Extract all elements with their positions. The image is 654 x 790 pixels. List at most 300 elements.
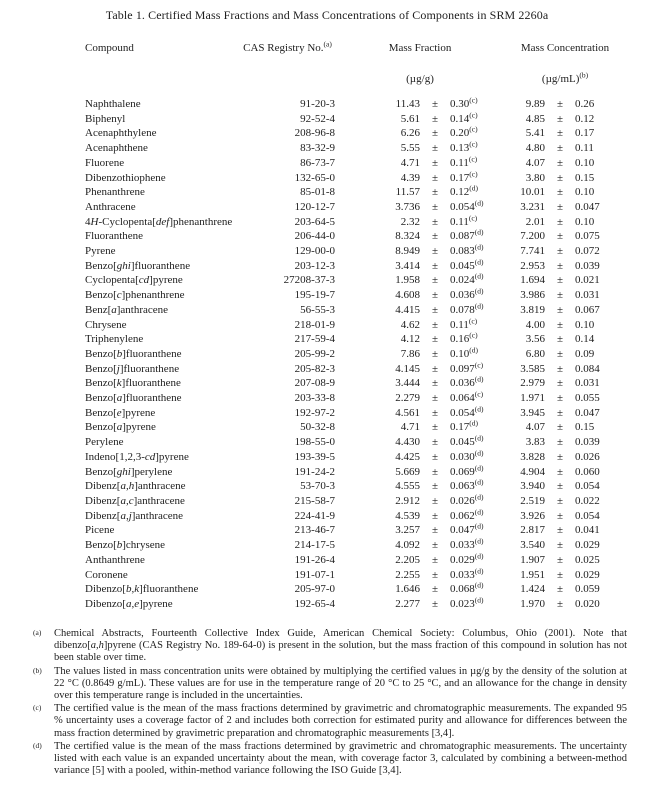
mass-concentration-uncertainty: 0.10 — [575, 318, 595, 331]
mass-concentration-value: 10.01 — [520, 186, 546, 199]
mass-concentration-value: 3.945 — [520, 406, 546, 419]
mass-fraction-uncertainty-value: 0.030 — [450, 450, 475, 463]
mass-concentration-uncertainty: 0.054 — [575, 509, 600, 522]
table-row — [85, 97, 625, 112]
mass-fraction-value: 8.949 — [395, 245, 420, 258]
cas-cell: 191-24-2 — [294, 465, 335, 478]
data-table — [85, 36, 625, 612]
mass-fraction-value: 6.26 — [400, 127, 420, 140]
mass-fraction-value: 7.86 — [400, 347, 420, 360]
compound-cell: Benzo[ghi]fluoranthene — [85, 259, 191, 272]
mass-concentration-uncertainty: 0.029 — [575, 539, 600, 552]
plus-minus-sign: ± — [556, 392, 564, 405]
footnote-ref: (d) — [474, 551, 484, 561]
mass-concentration-uncertainty: 0.09 — [575, 347, 595, 360]
mass-fraction-value: 8.324 — [395, 230, 420, 243]
compound-cell: Benzo[j]fluoranthene — [85, 362, 180, 375]
mass-fraction-uncertainty-value: 0.078 — [450, 303, 475, 316]
plus-minus-sign: ± — [431, 318, 439, 331]
mass-concentration-uncertainty: 0.054 — [575, 480, 600, 493]
table-row — [85, 156, 625, 171]
plus-minus-sign: ± — [431, 421, 439, 434]
plus-minus-sign: ± — [556, 406, 564, 419]
mass-fraction-value: 5.55 — [400, 142, 420, 155]
table-row — [85, 200, 625, 215]
mass-concentration-uncertainty: 0.15 — [575, 421, 595, 434]
mass-fraction-uncertainty-value: 0.062 — [450, 509, 475, 522]
mass-fraction-uncertainty-value: 0.036 — [450, 289, 475, 302]
plus-minus-sign: ± — [556, 597, 564, 610]
compound-cell: Perylene — [85, 436, 124, 449]
mass-fraction-uncertainty-value: 0.11 — [450, 156, 469, 169]
compound-cell: 4H-Cyclopenta[def]phenanthrene — [85, 215, 233, 228]
mass-concentration-uncertainty: 0.047 — [575, 406, 600, 419]
plus-minus-sign: ± — [431, 245, 439, 258]
spacer-cell — [240, 66, 335, 97]
plus-minus-sign: ± — [431, 362, 439, 375]
mass-concentration-value: 2.953 — [520, 259, 546, 272]
footnote-ref: (d) — [469, 183, 478, 193]
mass-fraction-uncertainty-value: 0.11 — [450, 215, 469, 228]
mass-fraction-uncertainty — [450, 141, 505, 156]
mass-concentration-value: 2.519 — [520, 494, 546, 507]
footnote — [33, 703, 627, 740]
compound-cell: Benzo[b]chrysene — [85, 539, 166, 552]
header-cas-footnote-ref: (a) — [323, 39, 332, 49]
footnote-ref: (c) — [469, 124, 478, 134]
mass-fraction-value: 2.32 — [400, 215, 420, 228]
plus-minus-sign: ± — [431, 553, 439, 566]
mass-fraction-uncertainty-value: 0.033 — [450, 539, 475, 552]
mass-concentration-uncertainty: 0.072 — [575, 245, 600, 258]
mass-concentration-value: 4.00 — [525, 318, 546, 331]
cas-cell: 120-12-7 — [294, 200, 335, 213]
cas-cell: 91-20-3 — [300, 98, 335, 110]
mass-fraction-value: 4.539 — [395, 509, 420, 522]
compound-cell: Dibenzo[a,e]pyrene — [85, 597, 173, 610]
compound-cell: Benzo[b]fluoranthene — [85, 347, 182, 360]
cas-cell: 129-00-0 — [294, 245, 335, 258]
footnote-marker: (b) — [33, 665, 42, 675]
footnote-ref: (d) — [474, 595, 484, 605]
cas-cell: 206-44-0 — [294, 230, 335, 243]
plus-minus-sign: ± — [431, 347, 439, 360]
plus-minus-sign: ± — [556, 142, 564, 155]
plus-minus-sign: ± — [431, 597, 439, 610]
mass-fraction-value: 11.57 — [395, 186, 420, 199]
plus-minus-sign: ± — [431, 274, 439, 287]
footnote-ref: (d) — [474, 536, 484, 546]
plus-minus-sign: ± — [556, 553, 564, 566]
header-mass-fraction: Mass Fraction — [388, 42, 452, 54]
mass-concentration-value: 1.971 — [520, 392, 546, 405]
plus-minus-sign: ± — [431, 215, 439, 228]
mass-fraction-uncertainty — [450, 200, 505, 215]
cas-cell: 92-52-4 — [300, 112, 335, 125]
footnote — [33, 666, 627, 703]
footnote-text: The values listed in mass concentration units were obtained by multiplying the certified values in µg/g by the density of the solution at 22 °C (0.8649 g/mL). These values are for use in the temperature range of 20 °C to 25 °C, and an allowance for the change in density over this temperature range is included in the uncertainties. — [54, 665, 627, 702]
footnote — [33, 741, 627, 778]
table-row — [85, 215, 625, 230]
table-row — [85, 523, 625, 538]
compound-cell: Benzo[a]pyrene — [85, 421, 156, 434]
mass-fraction-uncertainty-value: 0.026 — [450, 494, 475, 507]
plus-minus-sign: ± — [431, 494, 439, 507]
mass-fraction-value: 4.561 — [395, 406, 420, 419]
footnote-ref: (d) — [474, 492, 484, 502]
plus-minus-sign: ± — [431, 524, 439, 537]
cas-cell: 207-08-9 — [294, 377, 335, 390]
plus-minus-sign: ± — [556, 200, 564, 213]
mass-concentration-value: 2.979 — [520, 377, 546, 390]
table-body — [85, 97, 625, 612]
compound-cell: Pyrene — [85, 245, 116, 258]
table-row — [85, 126, 625, 141]
unit-mass-fraction: (µg/g) — [406, 73, 434, 85]
table-row — [85, 318, 625, 333]
compound-cell: Anthanthrene — [85, 553, 145, 566]
mass-concentration-value: 3.83 — [525, 436, 546, 449]
footnote-ref: (d) — [474, 580, 484, 590]
footnote-ref: (d) — [474, 477, 484, 487]
footnote-ref: (c) — [469, 110, 478, 120]
mass-fraction-value: 5.669 — [395, 465, 420, 478]
cas-cell: 205-82-3 — [294, 362, 335, 375]
mass-concentration-value: 2.817 — [520, 524, 546, 537]
mass-fraction-value: 11.43 — [395, 98, 420, 110]
plus-minus-sign: ± — [431, 465, 439, 478]
mass-fraction-value: 4.12 — [400, 333, 420, 346]
plus-minus-sign: ± — [556, 112, 564, 125]
table-row — [85, 406, 625, 421]
mass-concentration-value: 4.904 — [520, 465, 546, 478]
cas-cell: 214-17-5 — [294, 539, 335, 552]
plus-minus-sign: ± — [556, 377, 564, 390]
plus-minus-sign: ± — [556, 245, 564, 258]
footnote-ref: (c) — [474, 360, 484, 369]
header-cas-label: CAS Registry No. — [243, 42, 324, 54]
footnote-ref: (c) — [468, 212, 478, 222]
mass-concentration-value: 1.907 — [520, 553, 546, 566]
footnote-text: The certified value is the mean of the mass fractions determined by gravimetric and chromatographic measurements. The uncertainty listed with each value is an expanded uncertainty about the mean, with coverage factor 3, calculated by combining a between-method variance [5] with a pooled, within-method variance following the ISO Guide [3,4]. — [54, 740, 627, 777]
unit-mass-concentration-footnote-ref: (b) — [579, 70, 589, 80]
table-row — [85, 229, 625, 244]
mass-concentration-value: 4.07 — [525, 421, 546, 434]
compound-cell: Dibenzo[b,k]fluoranthene — [85, 583, 199, 596]
table-row — [85, 553, 625, 568]
plus-minus-sign: ± — [431, 230, 439, 243]
footnote-ref: (d) — [474, 257, 484, 267]
cas-cell: 203-33-8 — [294, 392, 335, 405]
cas-cell: 213-46-7 — [294, 524, 335, 537]
plus-minus-sign: ± — [431, 333, 439, 346]
plus-minus-sign: ± — [556, 127, 564, 140]
mass-fraction-value: 2.205 — [395, 553, 420, 566]
plus-minus-sign: ± — [431, 156, 439, 169]
mass-concentration-uncertainty: 0.031 — [575, 289, 600, 302]
plus-minus-sign: ± — [556, 259, 564, 272]
unit-mass-concentration-label: (µg/mL) — [541, 73, 580, 85]
mass-fraction-value: 4.71 — [400, 421, 420, 434]
mass-fraction-uncertainty-value: 0.14 — [450, 112, 470, 125]
mass-fraction-value: 4.145 — [395, 362, 420, 375]
compound-cell: Fluorene — [85, 156, 125, 169]
plus-minus-sign: ± — [556, 171, 564, 184]
cas-cell: 203-12-3 — [294, 259, 335, 272]
footnote-ref: (d) — [474, 242, 484, 252]
footnote-ref: (c) — [469, 139, 478, 149]
mass-concentration-uncertainty: 0.025 — [575, 553, 600, 566]
mass-fraction-uncertainty-value: 0.12 — [450, 186, 470, 199]
cas-cell: 198-55-0 — [294, 436, 335, 449]
mass-fraction-uncertainty-value: 0.063 — [450, 480, 475, 493]
mass-concentration-value: 9.89 — [525, 98, 546, 110]
header-compound: Compound — [85, 42, 134, 54]
mass-concentration-uncertainty: 0.059 — [575, 583, 600, 596]
cas-cell: 217-59-4 — [294, 333, 335, 346]
mass-fraction-uncertainty-value: 0.17 — [450, 421, 470, 434]
cas-cell: 191-07-1 — [294, 568, 335, 581]
cas-cell: 132-65-0 — [294, 171, 335, 184]
mass-fraction-uncertainty-value: 0.083 — [450, 245, 475, 258]
plus-minus-sign: ± — [556, 333, 564, 346]
mass-concentration-value: 5.41 — [525, 127, 546, 140]
cas-cell: 208-96-8 — [294, 127, 335, 140]
table-row — [85, 288, 625, 303]
mass-concentration-uncertainty: 0.047 — [575, 200, 600, 213]
plus-minus-sign: ± — [556, 289, 564, 302]
footnote-ref: (d) — [474, 198, 484, 208]
mass-fraction-uncertainty-value: 0.064 — [450, 392, 475, 405]
mass-fraction-value: 3.257 — [395, 524, 420, 537]
mass-fraction-value: 1.958 — [395, 274, 420, 287]
plus-minus-sign: ± — [556, 539, 564, 552]
footnote-marker: (c) — [33, 703, 42, 713]
mass-concentration-uncertainty: 0.15 — [575, 171, 595, 184]
mass-concentration-uncertainty: 0.021 — [575, 274, 600, 287]
compound-cell: Dibenz[a,c]anthracene — [85, 494, 185, 507]
plus-minus-sign: ± — [431, 200, 439, 213]
mass-concentration-value: 1.970 — [520, 597, 546, 610]
mass-concentration-value: 7.200 — [520, 230, 546, 243]
cas-cell: 195-19-7 — [294, 289, 335, 302]
mass-fraction-uncertainty-value: 0.11 — [450, 318, 469, 331]
cas-cell: 205-97-0 — [294, 583, 335, 596]
table-row — [85, 171, 625, 186]
mass-concentration-uncertainty: 0.041 — [575, 524, 600, 537]
mass-concentration-value: 6.80 — [525, 347, 546, 360]
footnote-ref: (d) — [474, 227, 484, 237]
compound-cell: Coronene — [85, 568, 128, 581]
mass-concentration-value: 3.540 — [520, 539, 546, 552]
mass-fraction-value: 4.39 — [400, 171, 420, 184]
mass-fraction-uncertainty-value: 0.045 — [450, 259, 475, 272]
compound-cell: Dibenzothiophene — [85, 171, 166, 184]
compound-cell: Dibenz[a,h]anthracene — [85, 480, 186, 493]
table-row — [85, 112, 625, 127]
cas-cell: 191-26-4 — [294, 553, 335, 566]
spacer-cell — [85, 66, 240, 97]
mass-fraction-uncertainty-value: 0.068 — [450, 583, 475, 596]
footnote-ref: (d) — [474, 286, 484, 296]
mass-concentration-uncertainty: 0.10 — [575, 156, 595, 169]
plus-minus-sign: ± — [431, 377, 439, 390]
footnote-ref: (d) — [474, 301, 484, 311]
compound-cell: Benzo[c]phenanthrene — [85, 289, 185, 302]
plus-minus-sign: ± — [556, 156, 564, 169]
plus-minus-sign: ± — [556, 186, 564, 199]
compound-cell: Picene — [85, 524, 115, 537]
mass-concentration-uncertainty: 0.039 — [575, 259, 600, 272]
mass-fraction-value: 4.415 — [395, 303, 420, 316]
plus-minus-sign: ± — [431, 406, 439, 419]
footnote-ref: (d) — [474, 448, 484, 458]
footnote-ref: (c) — [468, 315, 478, 325]
plus-minus-sign: ± — [556, 318, 564, 331]
compound-cell: Benz[a]anthracene — [85, 303, 169, 316]
mass-concentration-uncertainty: 0.020 — [575, 597, 600, 610]
mass-fraction-uncertainty-value: 0.054 — [450, 200, 475, 213]
mass-fraction-value: 2.255 — [395, 568, 420, 581]
plus-minus-sign: ± — [431, 142, 439, 155]
plus-minus-sign: ± — [431, 112, 439, 125]
table-row — [85, 185, 625, 200]
compound-cell: Phenanthrene — [85, 186, 145, 199]
plus-minus-sign: ± — [556, 450, 564, 463]
plus-minus-sign: ± — [431, 303, 439, 316]
mass-fraction-value: 2.912 — [395, 494, 420, 507]
footnote-ref: (d) — [474, 433, 484, 443]
mass-concentration-uncertainty: 0.26 — [575, 98, 595, 110]
cas-cell: 205-99-2 — [294, 347, 335, 360]
mass-concentration-uncertainty: 0.075 — [575, 230, 600, 243]
compound-cell: Benzo[a]fluoranthene — [85, 392, 182, 405]
cas-cell: 85-01-8 — [300, 186, 335, 199]
mass-concentration-value: 1.694 — [520, 274, 546, 287]
compound-cell: Dibenz[a,j]anthracene — [85, 509, 184, 522]
mass-fraction-value: 4.092 — [395, 539, 420, 552]
plus-minus-sign: ± — [431, 186, 439, 199]
mass-fraction-value: 4.608 — [395, 289, 420, 302]
plus-minus-sign: ± — [556, 436, 564, 449]
table-row — [85, 465, 625, 480]
table-row — [85, 597, 625, 612]
footnote-ref: (d) — [469, 345, 478, 355]
plus-minus-sign: ± — [431, 568, 439, 581]
mass-fraction-uncertainty-value: 0.087 — [450, 230, 475, 243]
mass-concentration-value: 7.741 — [520, 245, 546, 258]
footnote-ref: (d) — [474, 374, 484, 384]
mass-concentration-value: 3.926 — [520, 509, 546, 522]
mass-concentration-uncertainty: 0.084 — [575, 362, 600, 375]
footnote-ref: (c) — [468, 154, 478, 164]
mass-concentration-value: 2.01 — [525, 215, 546, 228]
mass-fraction-value: 4.430 — [395, 436, 420, 449]
footnote-ref: (d) — [469, 418, 478, 428]
mass-fraction-value: 3.444 — [395, 377, 420, 390]
mass-concentration-uncertainty: 0.067 — [575, 303, 600, 316]
mass-concentration-uncertainty: 0.022 — [575, 494, 600, 507]
mass-concentration-uncertainty: 0.029 — [575, 568, 600, 581]
mass-fraction-uncertainty-value: 0.045 — [450, 436, 475, 449]
table-row — [85, 347, 625, 362]
table-row — [85, 509, 625, 524]
table-row — [85, 303, 625, 318]
plus-minus-sign: ± — [556, 583, 564, 596]
footnote-ref: (d) — [474, 404, 484, 414]
cas-cell: 203-64-5 — [294, 215, 335, 228]
cas-cell: 86-73-7 — [300, 156, 335, 169]
table-header — [85, 36, 625, 97]
compound-cell: Naphthalene — [85, 98, 141, 110]
cas-cell: 215-58-7 — [294, 494, 335, 507]
mass-concentration-uncertainty: 0.026 — [575, 450, 600, 463]
mass-concentration-uncertainty: 0.10 — [575, 215, 595, 228]
table-row — [85, 273, 625, 288]
mass-concentration-uncertainty: 0.11 — [575, 142, 594, 155]
footnote-ref: (c) — [469, 168, 478, 178]
mass-concentration-value: 1.424 — [520, 583, 546, 596]
header-cas — [240, 36, 335, 66]
mass-fraction-uncertainty-value: 0.024 — [450, 274, 475, 287]
mass-concentration-uncertainty: 0.039 — [575, 436, 600, 449]
mass-concentration-value: 3.940 — [520, 480, 546, 493]
table-row — [85, 494, 625, 509]
table-row — [85, 259, 625, 274]
table-row — [85, 332, 625, 347]
compound-cell: Fluoranthene — [85, 230, 144, 243]
footnote-ref: (c) — [474, 389, 484, 399]
mass-fraction-value: 3.414 — [395, 259, 420, 272]
mass-fraction-uncertainty-value: 0.097 — [450, 362, 475, 375]
plus-minus-sign: ± — [431, 171, 439, 184]
plus-minus-sign: ± — [556, 98, 564, 110]
mass-fraction-uncertainty — [450, 303, 505, 318]
cas-cell: 218-01-9 — [294, 318, 335, 331]
cas-cell: 192-97-2 — [294, 406, 335, 419]
mass-fraction-uncertainty-value: 0.13 — [450, 142, 470, 155]
plus-minus-sign: ± — [431, 259, 439, 272]
mass-fraction-uncertainty-value: 0.033 — [450, 568, 475, 581]
cas-cell: 193-39-5 — [294, 450, 335, 463]
compound-cell: Benzo[ghi]perylene — [85, 465, 173, 478]
mass-concentration-value: 3.986 — [520, 289, 546, 302]
plus-minus-sign: ± — [431, 127, 439, 140]
table-row — [85, 435, 625, 450]
mass-concentration-uncertainty: 0.060 — [575, 465, 600, 478]
mass-fraction-uncertainty-value: 0.054 — [450, 406, 475, 419]
plus-minus-sign: ± — [556, 303, 564, 316]
compound-cell: Acenaphthylene — [85, 127, 157, 140]
mass-concentration-value: 3.56 — [525, 333, 546, 346]
cas-cell: 53-70-3 — [300, 480, 335, 493]
footnote-ref: (d) — [474, 565, 484, 575]
compound-cell: Triphenylene — [85, 333, 144, 346]
mass-fraction-uncertainty-value: 0.30 — [450, 98, 470, 110]
plus-minus-sign: ± — [431, 289, 439, 302]
mass-concentration-value: 4.80 — [525, 142, 546, 155]
plus-minus-sign: ± — [556, 362, 564, 375]
table-row — [85, 244, 625, 259]
table-row — [85, 362, 625, 377]
mass-concentration-value: 3.819 — [520, 303, 546, 316]
mass-concentration-value: 4.07 — [525, 156, 546, 169]
mass-concentration-value: 3.231 — [520, 200, 546, 213]
mass-concentration-value: 3.585 — [520, 362, 546, 375]
plus-minus-sign: ± — [556, 230, 564, 243]
footnote-ref: (d) — [474, 271, 484, 281]
mass-concentration-uncertainty: 0.055 — [575, 392, 600, 405]
